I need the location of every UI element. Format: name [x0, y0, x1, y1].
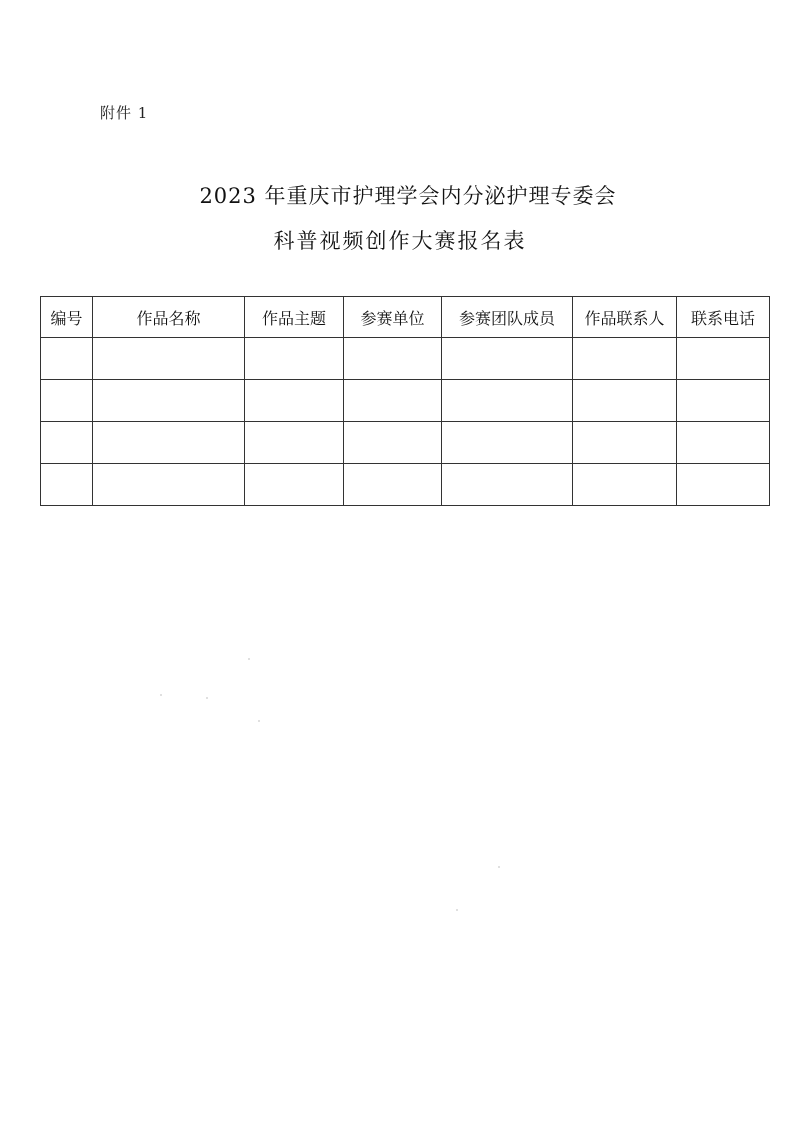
table-cell[interactable]	[93, 464, 245, 506]
table-cell[interactable]	[41, 464, 93, 506]
scan-speck	[248, 658, 250, 660]
table-row	[41, 464, 770, 506]
header-team-members: 参赛团队成员	[442, 297, 573, 338]
scan-speck	[160, 694, 162, 696]
table-cell[interactable]	[41, 338, 93, 380]
table-cell[interactable]	[344, 464, 442, 506]
scan-speck	[206, 697, 208, 699]
table-cell[interactable]	[344, 338, 442, 380]
registration-table	[40, 296, 770, 506]
table-header-row	[41, 297, 770, 338]
table-cell[interactable]	[677, 338, 770, 380]
table-cell[interactable]	[344, 422, 442, 464]
table-cell[interactable]	[245, 338, 344, 380]
scan-speck	[498, 866, 500, 868]
table-cell[interactable]	[41, 380, 93, 422]
table-cell[interactable]	[245, 380, 344, 422]
table-cell[interactable]	[573, 422, 677, 464]
scan-speck	[258, 720, 260, 722]
table-cell[interactable]	[573, 338, 677, 380]
header-contact-person: 作品联系人	[573, 297, 677, 338]
table-cell[interactable]	[442, 380, 573, 422]
table-cell[interactable]	[442, 422, 573, 464]
table-cell[interactable]	[442, 338, 573, 380]
table-cell[interactable]	[93, 422, 245, 464]
table-cell[interactable]	[41, 422, 93, 464]
header-contact-phone: 联系电话	[677, 297, 770, 338]
header-work-theme: 作品主题	[245, 297, 344, 338]
header-entry-unit: 参赛单位	[344, 297, 442, 338]
table-cell[interactable]	[573, 380, 677, 422]
table-row	[41, 338, 770, 380]
document-title-line-2: 科普视频创作大赛报名表	[273, 229, 527, 253]
scan-speck	[456, 909, 458, 911]
attachment-label: 附件 1	[100, 104, 149, 122]
header-number: 编号	[41, 297, 93, 338]
table-cell[interactable]	[677, 380, 770, 422]
table-cell[interactable]	[245, 422, 344, 464]
table-row	[41, 380, 770, 422]
table-cell[interactable]	[245, 464, 344, 506]
table-cell[interactable]	[93, 380, 245, 422]
document-title-line-1: 2023 年重庆市护理学会内分泌护理专委会	[199, 184, 617, 208]
table-cell[interactable]	[93, 338, 245, 380]
table-row	[41, 422, 770, 464]
table-cell[interactable]	[677, 422, 770, 464]
table-cell[interactable]	[442, 464, 573, 506]
table-cell[interactable]	[677, 464, 770, 506]
table-cell[interactable]	[344, 380, 442, 422]
table-cell[interactable]	[573, 464, 677, 506]
header-work-name: 作品名称	[93, 297, 245, 338]
